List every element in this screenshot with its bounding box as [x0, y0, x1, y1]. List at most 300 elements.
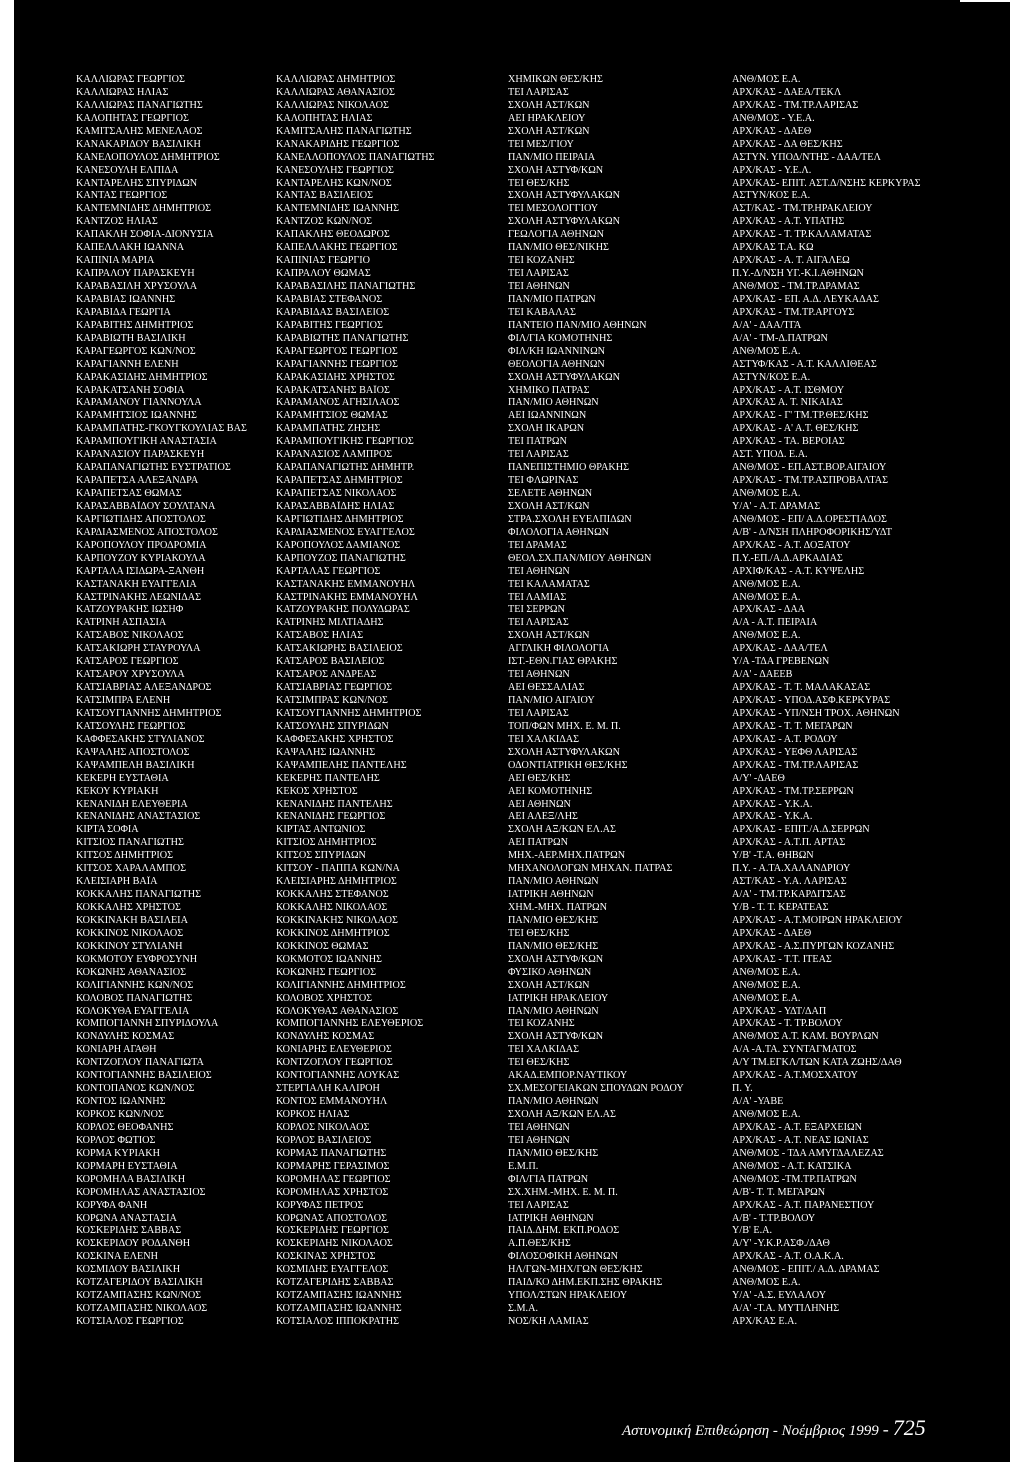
parent-name: ΚΑΡΑΓΕΩΡΓΟΣ ΓΕΩΡΓΙΟΣ [276, 345, 398, 357]
parent-name: ΚΟΝΔΥΛΗΣ ΚΟΣΜΑΣ [276, 1031, 375, 1043]
parent-name: ΚΑΡΤΑΛΑΣ ΓΕΩΡΓΙΟΣ [276, 565, 381, 577]
parent-name: ΚΟΣΚΙΝΑΣ ΧΡΗΣΤΟΣ [276, 1251, 376, 1263]
parent-rank-unit: ΑΡΧ/ΚΑΣ - Υ.Ε.Λ. [732, 164, 812, 176]
student-name: ΚΟΜΠΟΓΙΑΝΝΗ ΣΠΥΡΙΔΟΥΛΑ [76, 1018, 219, 1030]
school: ΤΕΙ ΛΑΜΙΑΣ [508, 591, 567, 603]
parent-name: ΚΟΣΚΕΡΙΔΗΣ ΝΙΚΟΛΑΟΣ [276, 1238, 393, 1250]
student-name: ΚΟΡΜΑΡΗ ΕΥΣΤΑΘΙΑ [76, 1160, 178, 1172]
school: ΘΕΟΛΟΓΙΑ ΑΘΗΝΩΝ [508, 358, 605, 370]
parent-rank-unit: Α/Α - Α.Τ. ΠΕΙΡΑΙΑ [732, 617, 818, 629]
school: ΤΕΙ ΛΑΡΙΣΑΣ [508, 1199, 569, 1211]
student-name: ΚΟΚΩΝΗΣ ΑΘΑΝΑΣΙΟΣ [76, 966, 187, 978]
student-name: ΚΑΣΤΑΝΑΚΗ ΕΥΑΓΓΕΛΙΑ [76, 578, 197, 590]
student-name: ΚΙΡΤΑ ΣΟΦΙΑ [76, 824, 139, 836]
parent-name: ΚΑΝΤΕΜΝΙΔΗΣ ΙΩΑΝΝΗΣ [276, 203, 400, 215]
student-name: ΚΑΨΑΛΗΣ ΑΠΟΣΤΟΛΟΣ [76, 746, 190, 758]
school: ΣΧΟΛΗ ΑΣΤ/ΚΩΝ [508, 979, 590, 991]
student-name: ΚΛΕΙΣΙΑΡΗ ΒΑΪΑ [76, 876, 158, 888]
parent-rank-unit: ΑΡΧ/ΚΑΣ - ΕΠ. Α.Δ. ΛΕΥΚΑΔΑΣ [732, 293, 879, 305]
parent-rank-unit: ΑΡΧ/ΚΑΣ - Α.Τ. ΔΟΞΑΤΟΥ [732, 539, 851, 551]
parent-rank-unit: ΑΡΧ/ΚΑΣ - Α.Τ. ΝΕΑΣ ΙΩΝΙΑΣ [732, 1134, 869, 1146]
school: ΤΕΙ ΚΟΖΑΝΗΣ [508, 255, 575, 267]
student-name: ΚΑΝΤΑΡΕΛΗΣ ΣΠΥΡΙΔΩΝ [76, 177, 198, 189]
parent-rank-unit: ΑΝΘ/ΜΟΣ - Υ.Ε.Α. [732, 112, 815, 124]
parent-rank-unit: ΑΡΧ/ΚΑΣ - Α' Α.Τ. ΘΕΣ/ΚΗΣ [732, 423, 859, 435]
student-name: ΚΑΤΣΑΡΟΥ ΧΡΥΣΟΥΛΑ [76, 669, 185, 681]
parent-rank-unit: Α/Α' - ΔΑΕΕΒ [732, 669, 793, 681]
student-name: ΚΑΠΙΝΙΑ ΜΑΡΙΑ [76, 255, 155, 267]
school: ΣΧΟΛΗ ΑΞ/ΚΩΝ ΕΛ.ΑΣ [508, 1109, 616, 1120]
parent-name: ΚΑΣΤΑΝΑΚΗΣ ΕΜΜΑΝΟΥΗΛ [276, 578, 416, 590]
table-row [76, 462, 1016, 475]
table-row [76, 1187, 1016, 1200]
parent-rank-unit: Π. Υ. [732, 1083, 753, 1095]
table-row [76, 695, 1016, 708]
student-name: ΚΑΡΑΒΙΩΤΗ ΒΑΣΙΛΙΚΗ [76, 332, 186, 344]
parent-name: ΚΑΛΟΠΗΤΑΣ ΗΛΙΑΣ [276, 112, 373, 124]
student-name: ΚΑΛΛΙΩΡΑΣ ΠΑΝΑΓΙΩΤΗΣ [76, 99, 203, 111]
table-row [76, 1290, 1016, 1303]
school: ΦΙΛ/ΓΙΑ ΚΟΜΟΤΗΝΗΣ [508, 332, 613, 344]
student-name: ΚΟΝΤΟΓΙΑΝΝΗΣ ΒΑΣΙΛΕΙΟΣ [76, 1070, 212, 1082]
parent-name: ΚΑΡΑΜΠΑΤΗΣ ΖΗΣΗΣ [276, 423, 381, 435]
student-name: ΚΑΡΑΚΑΤΣΑΝΗ ΣΟΦΙΑ [76, 384, 185, 396]
parent-name: ΚΟΡΛΟΣ ΝΙΚΟΛΑΟΣ [276, 1121, 370, 1133]
school: ΣΧΟΛΗ ΙΚΑΡΩΝ [508, 423, 585, 435]
school: ΑΕΙ ΘΕΣ/ΚΗΣ [508, 772, 571, 784]
table-row [76, 915, 1016, 928]
parent-rank-unit: ΑΝΘ/ΜΟΣ -ΤΜ.ΤΡ.ΠΑΤΡΩΝ [732, 1173, 857, 1185]
table-row [76, 527, 1016, 540]
parent-name: ΚΟΡΜΑΡΗΣ ΓΕΡΑΣΙΜΟΣ [276, 1160, 390, 1172]
student-name: ΚΟΝΤΟΠΑΝΟΣ ΚΩΝ/ΝΟΣ [76, 1083, 195, 1095]
table-row [76, 1200, 1016, 1213]
parent-name: ΚΑΡΑΚΑΣΙΔΗΣ ΧΡΗΣΤΟΣ [276, 371, 395, 383]
parent-name: ΚΟΝΤΟΓΙΑΝΝΗΣ ΛΟΥΚΑΣ [276, 1070, 400, 1082]
parent-name: ΚΟΚΚΙΝΟΣ ΘΩΜΑΣ [276, 940, 369, 952]
names-table [76, 74, 1016, 1329]
student-name: ΚΟΣΜΙΔΟΥ ΒΑΣΙΛΙΚΗ [76, 1264, 181, 1276]
table-row [76, 708, 1016, 721]
student-name: ΚΑΡΑΒΑΣΙΛΗ ΧΡΥΣΟΥΛΑ [76, 281, 198, 292]
parent-name: ΚΟΝΤΟΣ ΕΜΜΑΝΟΥΗΛ [276, 1096, 388, 1108]
parent-name: ΚΑΤΣΟΥΓΙΑΝΝΗΣ ΔΗΜΗΤΡΙΟΣ [276, 707, 422, 719]
student-name: ΚΟΡΛΟΣ ΦΩΤΙΟΣ [76, 1134, 156, 1146]
parent-rank-unit: ΑΡΧ/ΚΑΣ Α. Τ. ΝΙΚΑΙΑΣ [732, 397, 843, 409]
parent-rank-unit: ΑΡΧ/ΚΑΣ - Α.Τ. Ο.Α.Κ.Α. [732, 1251, 844, 1263]
parent-rank-unit: ΑΡΧ/ΚΑΣ - ΔΑΕΘ [732, 125, 812, 137]
parent-rank-unit: ΑΝΘ/ΜΟΣ - ΤΜ.ΤΡ.ΔΡΑΜΑΣ [732, 281, 860, 292]
parent-name: ΚΕΝΑΝΙΔΗΣ ΠΑΝΤΕΛΗΣ [276, 798, 393, 810]
parent-rank-unit: Α/Β' - Τ.ΤΡ.ΒΟΛΟΥ [732, 1212, 816, 1224]
student-name: ΚΕΝΑΝΙΔΗΣ ΑΝΑΣΤΑΣΙΟΣ [76, 811, 201, 823]
parent-name: ΚΟΚΚΑΛΗΣ ΝΙΚΟΛΑΟΣ [276, 902, 388, 913]
student-name: ΚΕΚΟΥ ΚΥΡΙΑΚΗ [76, 785, 159, 797]
school: ΟΔΟΝΤΙΑΤΡΙΚΗ ΘΕΣ/ΚΗΣ [508, 759, 628, 771]
school: Α.Π.ΘΕΣ/ΚΗΣ [508, 1238, 571, 1250]
parent-rank-unit: ΑΣΤ/ΚΑΣ - Υ.Α. ΛΑΡΙΣΑΣ [732, 876, 847, 888]
table-row [76, 902, 1016, 915]
school: ΦΙΛΟΛΟΓΙΑ ΑΘΗΝΩΝ [508, 526, 610, 538]
school: ΣΕΛΕΤΕ ΑΘΗΝΩΝ [508, 488, 593, 499]
student-name: ΚΑΡΤΑΛΑ ΙΣΙΔΩΡΑ-ΞΑΝΘΗ [76, 565, 205, 577]
table-row [76, 216, 1016, 229]
student-name: ΚΑΡΑΒΙΑΣ ΙΩΑΝΝΗΣ [76, 293, 176, 305]
student-name: ΚΑΣΤΡΙΝΑΚΗΣ ΛΕΩΝΙΔΑΣ [76, 591, 202, 603]
table-row [76, 1083, 1016, 1096]
student-name: ΚΑΡΑΒΙΔΑ ΓΕΩΡΓΙΑ [76, 306, 171, 318]
table-row [76, 1225, 1016, 1238]
parent-name: ΚΑΦΦΕΣΑΚΗΣ ΧΡΗΣΤΟΣ [276, 733, 394, 745]
parent-rank-unit: Α/Α' -ΥΑΒΕ [732, 1096, 784, 1108]
school: ΤΕΙ ΑΘΗΝΩΝ [508, 1134, 570, 1146]
parent-name: ΚΙΤΣΟΣ ΣΠΥΡΙΔΩΝ [276, 850, 366, 862]
school: ΑΚΑΔ.ΕΜΠΟΡ.ΝΑΥΤΙΚΟΥ [508, 1070, 628, 1082]
table-row [76, 604, 1016, 617]
table-row [76, 540, 1016, 553]
parent-name: ΚΟΡΜΑΣ ΠΑΝΑΓΙΩΤΗΣ [276, 1147, 387, 1159]
parent-name: ΚΟΤΖΑΜΠΑΣΗΣ ΙΩΑΝΝΗΣ [276, 1290, 402, 1302]
parent-rank-unit: ΑΡΧ/ΚΑΣ - ΔΑΑ [732, 604, 806, 616]
student-name: ΚΟΣΚΙΝΑ ΕΛΕΝΗ [76, 1251, 158, 1263]
parent-rank-unit: ΑΡΧ/ΚΑΣ - Α.Τ. ΕΞΑΡΧΕΙΩΝ [732, 1121, 862, 1133]
table-row [76, 1148, 1016, 1161]
student-name: ΚΟΤΣΙΑΛΟΣ ΓΕΩΡΓΙΟΣ [76, 1316, 184, 1327]
student-name: ΚΟΛΟΒΟΣ ΠΑΝΑΓΙΩΤΗΣ [76, 992, 193, 1004]
table-row [76, 1213, 1016, 1226]
school: ΣΧΟΛΗ ΑΣΤΥΦΥΛΑΚΩΝ [508, 190, 620, 202]
parent-rank-unit: Υ/Α' -Α.Σ. ΕΥΛΑΛΟΥ [732, 1290, 827, 1302]
parent-name: ΚΟΡΟΜΗΛΑΣ ΧΡΗΣΤΟΣ [276, 1186, 389, 1198]
table-row [76, 643, 1016, 656]
school: ΧΗΜΙΚΟ ΠΑΤΡΑΣ [508, 384, 590, 396]
parent-rank-unit: Α/Α' - ΤΜ-Δ.ΠΑΤΡΩΝ [732, 332, 828, 344]
parent-rank-unit: ΑΡΧ/ΚΑΣ - Α.Σ.ΠΥΡΓΩΝ ΚΟΖΑΝΗΣ [732, 940, 895, 952]
table-row [76, 501, 1016, 514]
table-row [76, 346, 1016, 359]
parent-rank-unit: Α/Α -Α.ΤΑ. ΣΥΝΤΑΓΜΑΤΟΣ [732, 1044, 857, 1056]
table-row [76, 423, 1016, 436]
school: ΤΕΙ ΜΕΣΟΛΟΓΓΙΟΥ [508, 203, 599, 215]
parent-rank-unit: ΑΣΤ/ΚΑΣ - ΤΜ.ΤΡ.ΗΡΑΚΛΕΙΟΥ [732, 203, 873, 215]
table-row [76, 773, 1016, 786]
school: ΤΕΙ ΛΑΡΙΣΑΣ [508, 449, 569, 461]
school: ΑΓΓΛΙΚΗ ΦΙΛΟΛΟΓΙΑ [508, 643, 610, 655]
parent-rank-unit: ΑΡΧ/ΚΑΣ - ΥΠ/ΝΣΗ ΤΡΟΧ. ΑΘΗΝΩΝ [732, 707, 900, 719]
school: ΜΗΧ.-ΑΕΡ.ΜΗΧ.ΠΑΤΡΩΝ [508, 850, 626, 862]
parent-rank-unit: ΑΡΧ/ΚΑΣ - ΔΑΕΘ [732, 927, 812, 939]
table-row [76, 1070, 1016, 1083]
school: Ε.Μ.Π. [508, 1160, 539, 1172]
table-row [76, 811, 1016, 824]
school: ΤΕΙ ΔΡΑΜΑΣ [508, 539, 567, 551]
parent-rank-unit: ΑΝΘ/ΜΟΣ - ΤΔΑ ΑΜΥΓΔΑΛΕΖΑΣ [732, 1147, 884, 1159]
parent-name: ΚΑΠΑΚΛΗΣ ΘΕΟΔΩΡΟΣ [276, 229, 390, 241]
parent-rank-unit: Α/Α' - ΤΜ.ΤΡ.ΚΑΡΔΙΤΣΑΣ [732, 889, 846, 901]
student-name: ΚΟΛΙΓΙΑΝΝΗΣ ΚΩΝ/ΝΟΣ [76, 979, 194, 991]
parent-rank-unit: ΑΝΘ/ΜΟΣ - Α.Τ. ΚΑΤΣΙΚΑ [732, 1160, 852, 1172]
parent-rank-unit: ΑΡΧ/ΚΑΣ - ΔΑΑ/ΤΕΛ [732, 643, 828, 655]
student-name: ΚΑΡΑΓΙΑΝΝΗ ΕΛΕΝΗ [76, 358, 179, 370]
table-row [76, 1109, 1016, 1122]
table-row [76, 488, 1016, 501]
magazine-title: Αστυνομική Επιθεώρηση - Νοέμβριος 1999 [622, 1423, 879, 1439]
parent-rank-unit: Α/Β' - Δ/ΝΣΗ ΠΛΗΡΟΦΟΡΙΚΗΣ/ΥΔΤ [732, 526, 892, 538]
student-name: ΚΙΤΣΙΟΣ ΠΑΝΑΓΙΩΤΗΣ [76, 837, 184, 849]
table-row [76, 1135, 1016, 1148]
parent-name: ΚΑΡΑΒΙΔΑΣ ΒΑΣΙΛΕΙΟΣ [276, 306, 390, 318]
table-row [76, 889, 1016, 902]
student-name: ΚΑΝΤΖΟΣ ΗΛΙΑΣ [76, 216, 158, 228]
student-name: ΚΟΣΚΕΡΙΔΗΣ ΣΑΒΒΑΣ [76, 1225, 182, 1237]
parent-rank-unit: ΑΡΧ/ΚΑΣ - ΥΠΟΔ.ΑΣΦ.ΚΕΡΚΥΡΑΣ [732, 695, 891, 706]
parent-rank-unit: ΑΡΧ/ΚΑΣ - Α.Τ.ΜΟΣΧΑΤΟΥ [732, 1070, 858, 1082]
school: ΠΑΝ/ΜΙΟ ΘΕΣ/ΝΙΚΗΣ [508, 242, 609, 254]
parent-rank-unit: ΑΡΧ/ΚΑΣ - Τ. Τ. ΜΑΛΑΚΑΣΑΣ [732, 682, 871, 694]
student-name: ΚΑΤΣΑΡΟΣ ΓΕΩΡΓΙΟΣ [76, 656, 179, 668]
parent-name: ΚΑΡΑΒΑΣΙΛΗΣ ΠΑΝΑΓΙΩΤΗΣ [276, 281, 416, 292]
parent-rank-unit: ΑΡΧ/ΚΑΣ - ΔΑ ΘΕΣ/ΚΗΣ [732, 138, 843, 150]
parent-name: ΚΑΡΑΒΙΤΗΣ ΓΕΩΡΓΙΟΣ [276, 319, 383, 331]
table-row [76, 553, 1016, 566]
student-name: ΚΟΤΖΑΓΕΡΙΔΟΥ ΒΑΣΙΛΙΚΗ [76, 1277, 203, 1289]
school: ΤΕΙ ΣΕΡΡΩΝ [508, 604, 565, 616]
school: ΑΕΙ ΠΑΤΡΩΝ [508, 837, 568, 849]
table-row [76, 113, 1016, 126]
school: ΤΕΙ ΚΑΒΑΛΑΣ [508, 306, 576, 318]
parent-rank-unit: ΑΝΘ/ΜΟΣ - ΕΠ/ Α.Δ.ΟΡΕΣΤΙΑΔΟΣ [732, 513, 887, 525]
parent-name: ΚΑΡΑΝΑΣΙΟΣ ΛΑΜΠΡΟΣ [276, 449, 393, 461]
parent-name: ΚΟΤΖΑΜΠΑΣΗΣ ΙΩΑΝΝΗΣ [276, 1303, 402, 1315]
table-row [76, 1006, 1016, 1019]
parent-rank-unit: ΑΡΧ/ΚΑΣ - Α. Τ. ΑΙΓΑΛΕΩ [732, 255, 850, 267]
table-row [76, 837, 1016, 850]
school: ΤΕΙ ΛΑΡΙΣΑΣ [508, 268, 569, 280]
parent-rank-unit: ΑΡΧ/ΚΑΣ Ε.Α. [732, 1316, 798, 1327]
parent-name: ΚΕΚΕΡΗΣ ΠΑΝΤΕΛΗΣ [276, 772, 380, 784]
parent-rank-unit: ΑΡΧ/ΚΑΣ- ΕΠΙΤ. ΑΣΤ.Δ/ΝΣΗΣ ΚΕΡΚΥΡΑΣ [732, 177, 921, 189]
student-name: ΚΑΡΑΒΙΤΗΣ ΔΗΜΗΤΡΙΟΣ [76, 319, 194, 331]
page-number: 725 [892, 1415, 926, 1440]
school: ΤΕΙ ΘΕΣ/ΚΗΣ [508, 1057, 570, 1069]
school: ΣΧ.ΜΕΣΟΓΕΙΑΚΩΝ ΣΠΟΥΔΩΝ ΡΟΔΟΥ [508, 1083, 684, 1095]
student-name: ΚΑΤΡΙΝΗ ΑΣΠΑΣΙΑ [76, 617, 167, 629]
student-name: ΚΑΤΣΙΑΒΡΙΑΣ ΑΛΕΞΑΝΔΡΟΣ [76, 682, 212, 694]
parent-rank-unit: ΑΝΘ/ΜΟΣ Ε.Α. [732, 1277, 801, 1289]
school: ΤΕΙ ΚΑΛΑΜΑΤΑΣ [508, 578, 590, 590]
table-row [76, 410, 1016, 423]
table-row [76, 656, 1016, 669]
parent-rank-unit: Υ/Α -ΤΔΑ ΓΡΕΒΕΝΩΝ [732, 656, 830, 668]
parent-name: ΚΛΕΙΣΙΑΡΗΣ ΔΗΜΗΤΡΙΟΣ [276, 876, 397, 888]
parent-rank-unit: ΑΝΘ/ΜΟΣ - ΕΠΙΤ./ Α.Δ. ΔΡΑΜΑΣ [732, 1264, 880, 1276]
student-name: ΚΟΝΙΑΡΗ ΑΓΑΘΗ [76, 1044, 157, 1056]
parent-name: ΚΟΛΟΚΥΘΑΣ ΑΘΑΝΑΣΙΟΣ [276, 1005, 399, 1017]
student-name: ΚΑΤΖΟΥΡΑΚΗΣ ΙΩΣΗΦ [76, 604, 184, 616]
school: ΤΕΙ ΜΕΣ/ΓΙΟΥ [508, 138, 574, 150]
parent-name: ΚΑΤΖΟΥΡΑΚΗΣ ΠΟΛΥΔΩΡΑΣ [276, 604, 410, 616]
student-name: ΚΑΤΣΑΚΙΩΡΗ ΣΤΑΥΡΟΥΛΑ [76, 643, 201, 655]
school: ΠΑΝ/ΜΙΟ ΘΕΣ/ΚΗΣ [508, 914, 599, 926]
parent-name: ΚΟΚΚΙΝΟΣ ΔΗΜΗΤΡΙΟΣ [276, 927, 390, 939]
parent-name: ΚΑΡΓΙΩΤΙΔΗΣ ΔΗΜΗΤΡΙΟΣ [276, 513, 404, 525]
parent-name: ΚΑΡΑΠΑΝΑΓΙΩΤΗΣ ΔΗΜΗΤΡ. [276, 462, 415, 474]
table-row [76, 579, 1016, 592]
table-row [76, 203, 1016, 216]
school: ΜΗΧΑΝΟΛΟΓΩΝ ΜΗΧΑΝ. ΠΑΤΡΑΣ [508, 863, 673, 875]
school: ΠΑΝ/ΜΙΟ ΠΕΙΡΑΙΑ [508, 151, 596, 163]
parent-name: ΚΕΝΑΝΙΔΗΣ ΓΕΩΡΓΙΟΣ [276, 811, 386, 823]
table-row [76, 1303, 1016, 1316]
parent-rank-unit: Α/Α' - ΔΑΑ/ΤΓΑ [732, 319, 802, 331]
school: ΥΠΟΛ/ΣΤΩΝ ΗΡΑΚΛΕΙΟΥ [508, 1290, 628, 1302]
school: ΦΙΛ/ΓΙΑ ΠΑΤΡΩΝ [508, 1173, 589, 1185]
table-row [76, 876, 1016, 889]
parent-rank-unit: ΑΡΧ/ΚΑΣ - ΥΕΦΘ ΛΑΡΙΣΑΣ [732, 746, 858, 758]
parent-rank-unit: ΑΝΘ/ΜΟΣ Α.Τ. ΚΑΜ. ΒΟΥΡΛΩΝ [732, 1031, 879, 1043]
parent-rank-unit: ΑΝΘ/ΜΟΣ Ε.Α. [732, 992, 801, 1004]
table-row [76, 1174, 1016, 1187]
table-row [76, 1096, 1016, 1109]
student-name: ΚΑΡΔΙΑΣΜΕΝΟΣ ΑΠΟΣΤΟΛΟΣ [76, 526, 218, 538]
parent-rank-unit: ΑΡΧ/ΚΑΣ Τ.Α. ΚΩ [732, 242, 814, 254]
parent-name: ΚΟΤΖΑΓΕΡΙΔΗΣ ΣΑΒΒΑΣ [276, 1277, 394, 1289]
parent-rank-unit: ΑΡΧ/ΚΑΣ - ΤΜ.ΤΡ.ΛΑΡΙΣΑΣ [732, 99, 859, 111]
school: ΦΙΛ/ΚΗ ΙΩΑΝΝΙΝΩΝ [508, 345, 606, 357]
school: ΠΑΙΔ.ΔΗΜ. ΕΚΠ.ΡΟΔΟΣ [508, 1225, 620, 1237]
parent-rank-unit: ΑΝΘ/ΜΟΣ Ε.Α. [732, 74, 801, 85]
student-name: ΚΑΡΑΠΕΤΣΑΣ ΘΩΜΑΣ [76, 488, 182, 499]
table-row [76, 1277, 1016, 1290]
table-row [76, 100, 1016, 113]
parent-rank-unit: ΑΣΤΥΝ/ΚΟΣ Ε.Α. [732, 190, 811, 202]
student-name: ΚΑΡΑΜΑΝΟΥ ΓΙΑΝΝΟΥΛΑ [76, 397, 202, 409]
table-row [76, 229, 1016, 242]
table-row [76, 760, 1016, 773]
student-name: ΚΟΝΤΟΣ ΙΩΑΝΝΗΣ [76, 1096, 166, 1108]
parent-name: ΚΑΤΣΑΚΙΩΡΗΣ ΒΑΣΙΛΕΙΟΣ [276, 643, 403, 655]
table-row [76, 941, 1016, 954]
table-row [76, 747, 1016, 760]
student-name: ΚΑΤΣΑΒΟΣ ΝΙΚΟΛΑΟΣ [76, 630, 184, 642]
student-name: ΚΟΤΖΑΜΠΑΣΗΣ ΚΩΝ/ΝΟΣ [76, 1290, 202, 1302]
student-name: ΚΟΚΚΙΝΑΚΗ ΒΑΣΙΛΕΙΑ [76, 914, 188, 926]
school: ΙΑΤΡΙΚΗ ΗΡΑΚΛΕΙΟΥ [508, 992, 609, 1004]
table-row [76, 1251, 1016, 1264]
parent-rank-unit: ΑΡΧ/ΚΑΣ - Α.Τ.ΜΟΙΡΩΝ ΗΡΑΚΛΕΙΟΥ [732, 914, 903, 926]
school: ΤΕΙ ΛΑΡΙΣΑΣ [508, 86, 569, 98]
student-name: ΚΑΤΣΟΥΛΗΣ ΓΕΩΡΓΙΟΣ [76, 720, 186, 732]
parent-rank-unit: ΑΝΘ/ΜΟΣ Ε.Α. [732, 979, 801, 991]
parent-name: ΚΟΛΟΒΟΣ ΧΡΗΣΤΟΣ [276, 992, 373, 1004]
table-row [76, 152, 1016, 165]
school: ΤΕΙ ΛΑΡΙΣΑΣ [508, 617, 569, 629]
parent-name: ΚΑΨΑΜΠΕΛΗΣ ΠΑΝΤΕΛΗΣ [276, 759, 407, 771]
school: ΤΕΙ ΘΕΣ/ΚΗΣ [508, 927, 570, 939]
parent-rank-unit: ΑΡΧ/ΚΑΣ - ΥΔΤ/ΔΑΠ [732, 1005, 827, 1017]
table-row [76, 242, 1016, 255]
parent-name: ΚΟΡΛΟΣ ΒΑΣΙΛΕΙΟΣ [276, 1134, 372, 1146]
parent-name: ΚΑΡΑΠΕΤΣΑΣ ΔΗΜΗΤΡΙΟΣ [276, 475, 403, 487]
parent-rank-unit: ΑΡΧ/ΚΑΣ - Γ' ΤΜ.ΤΡ.ΘΕΣ/ΚΗΣ [732, 410, 869, 422]
school: ΣΤΡΑ.ΣΧΟΛΗ ΕΥΕΛΠΙΔΩΝ [508, 513, 632, 525]
student-name: ΚΑΡΑΣΑΒΒΑΪΔΟΥ ΣΟΥΛΤΑΝΑ [76, 500, 216, 512]
school: ΠΑΝ/ΜΙΟ ΑΙΓΑΙΟΥ [508, 695, 595, 706]
parent-name: ΚΟΚΚΙΝΑΚΗΣ ΝΙΚΟΛΑΟΣ [276, 914, 398, 926]
table-row [76, 126, 1016, 139]
parent-rank-unit: ΑΡΧ/ΚΑΣ - Α.Τ. ΙΣΘΜΟΥ [732, 384, 845, 396]
school: ΠΑΝΕΠΙΣΤΗΜΙΟ ΘΡΑΚΗΣ [508, 462, 630, 474]
student-name: ΚΑΛΛΙΩΡΑΣ ΗΛΙΑΣ [76, 86, 169, 98]
parent-rank-unit: ΑΡΧ/ΚΑΣ - Τ. ΤΡ.ΒΟΛΟΥ [732, 1018, 843, 1030]
parent-name: ΚΑΡΑΜΑΝΟΣ ΑΓΗΣΙΛΑΟΣ [276, 397, 400, 409]
school: ΠΑΝ/ΜΙΟ ΠΑΤΡΩΝ [508, 293, 596, 305]
school: ΑΕΙ ΘΕΣΣΑΛΙΑΣ [508, 682, 585, 694]
parent-name: ΚΙΤΣΟΥ - ΠΑΠΠΑ ΚΩΝ/ΝΑ [276, 863, 400, 875]
school: ΤΕΙ ΠΑΤΡΩΝ [508, 436, 567, 448]
parent-rank-unit: ΑΡΧ/ΚΑΣ - ΤΜ.ΤΡ.ΑΣΠΡΟΒΑΛΤΑΣ [732, 475, 889, 487]
student-name: ΚΑΡΑΜΗΤΣΙΟΣ ΙΩΑΝΝΗΣ [76, 410, 197, 422]
parent-rank-unit: ΑΝΘ/ΜΟΣ Ε.Α. [732, 630, 801, 642]
parent-name: ΚΙΡΤΑΣ ΑΝΤΩΝΙΟΣ [276, 824, 366, 836]
table-row [76, 967, 1016, 980]
school: ΣΧΟΛΗ ΑΣΤΥΦ/ΚΩΝ [508, 1031, 604, 1043]
student-name: ΚΕΝΑΝΙΔΗ ΕΛΕΥΘΕΡΙΑ [76, 798, 188, 810]
table-row [76, 1161, 1016, 1174]
table-row [76, 294, 1016, 307]
parent-name: ΚΑΝΕΣΟΥΛΗΣ ΓΕΩΡΓΙΟΣ [276, 164, 394, 176]
student-name: ΚΑΡΑΓΕΩΡΓΟΣ ΚΩΝ/ΝΟΣ [76, 345, 196, 357]
school: ΣΧΟΛΗ ΑΣΤ/ΚΩΝ [508, 99, 590, 111]
parent-rank-unit: ΑΡΧ/ΚΑΣ - Τ. ΤΡ.ΚΑΛΑΜΑΤΑΣ [732, 229, 872, 241]
parent-rank-unit: ΑΝΘ/ΜΟΣ - ΕΠ.ΑΣΤ.ΒΟΡ.ΑΙΓΑΙΟΥ [732, 462, 887, 474]
student-name: ΚΟΚΜΟΤΟΥ ΕΥΦΡΟΣΥΝΗ [76, 953, 198, 965]
parent-name: ΚΙΤΣΙΟΣ ΔΗΜΗΤΡΙΟΣ [276, 837, 377, 849]
student-name: ΚΑΦΦΕΣΑΚΗΣ ΣΤΥΛΙΑΝΟΣ [76, 733, 205, 745]
parent-rank-unit: Π.Υ.-ΕΠ./Α.Δ.ΑΡΚΑΔΙΑΣ [732, 552, 843, 564]
school: ΣΧΟΛΗ ΑΣΤΥΦ/ΚΩΝ [508, 953, 604, 965]
school: ΑΕΙ ΑΘΗΝΩΝ [508, 798, 571, 810]
parent-name: ΚΟΚΜΟΤΟΣ ΙΩΑΝΝΗΣ [276, 953, 382, 965]
school: ΣΧ.ΧΗΜ.-ΜΗΧ. Ε. Μ. Π. [508, 1186, 618, 1198]
school: ΠΑΝΤΕΙΟ ΠΑΝ/ΜΙΟ ΑΘΗΝΩΝ [508, 319, 647, 331]
table-row [76, 1018, 1016, 1031]
parent-rank-unit: ΑΡΧ/ΚΑΣ - Υ.Κ.Α. [732, 811, 813, 823]
school: ΣΧΟΛΗ ΑΣΤΥΦΥΛΑΚΩΝ [508, 371, 620, 383]
parent-rank-unit: ΑΡΧ/ΚΑΣ - Α.Τ. ΡΟΔΟΥ [732, 733, 838, 745]
table-row [76, 617, 1016, 630]
student-name: ΚΟΡΥΦΑ ΦΑΝΗ [76, 1199, 148, 1211]
school: ΠΑΝ/ΜΙΟ ΑΘΗΝΩΝ [508, 876, 599, 888]
table-row [76, 1264, 1016, 1277]
parent-name: ΚΑΝΑΚΑΡΙΔΗΣ ΓΕΩΡΓΙΟΣ [276, 138, 400, 150]
table-row [76, 372, 1016, 385]
school: ΤΕΙ ΑΘΗΝΩΝ [508, 281, 570, 292]
school: ΠΑΝ/ΜΙΟ ΘΕΣ/ΚΗΣ [508, 940, 599, 952]
parent-name: ΚΑΤΣΟΥΛΗΣ ΣΠΥΡΙΔΩΝ [276, 720, 389, 732]
student-name: ΚΟΚΚΙΝΟΣ ΝΙΚΟΛΑΟΣ [76, 927, 184, 939]
school: ΧΗΜ.-ΜΗΧ. ΠΑΤΡΩΝ [508, 902, 607, 913]
parent-rank-unit: ΑΡΧ/ΚΑΣ - ΤΑ. ΒΕΡΟΙΑΣ [732, 436, 845, 448]
parent-name: ΚΟΛΙΓΙΑΝΝΗΣ ΔΗΜΗΤΡΙΟΣ [276, 979, 406, 991]
table-row [76, 1031, 1016, 1044]
school: ΣΧΟΛΗ ΑΣΤΥΦΥΛΑΚΩΝ [508, 216, 620, 228]
parent-rank-unit: Υ/Β' Ε.Α. [732, 1225, 773, 1237]
top-edge-notch [960, 0, 1010, 2]
school: ΦΥΣΙΚΟ ΑΘΗΝΩΝ [508, 966, 592, 978]
parent-name: ΚΑΡΑΚΑΤΣΑΝΗΣ ΒΑΪΟΣ [276, 384, 390, 396]
school: ΠΑΝ/ΜΙΟ ΑΘΗΝΩΝ [508, 1096, 599, 1108]
